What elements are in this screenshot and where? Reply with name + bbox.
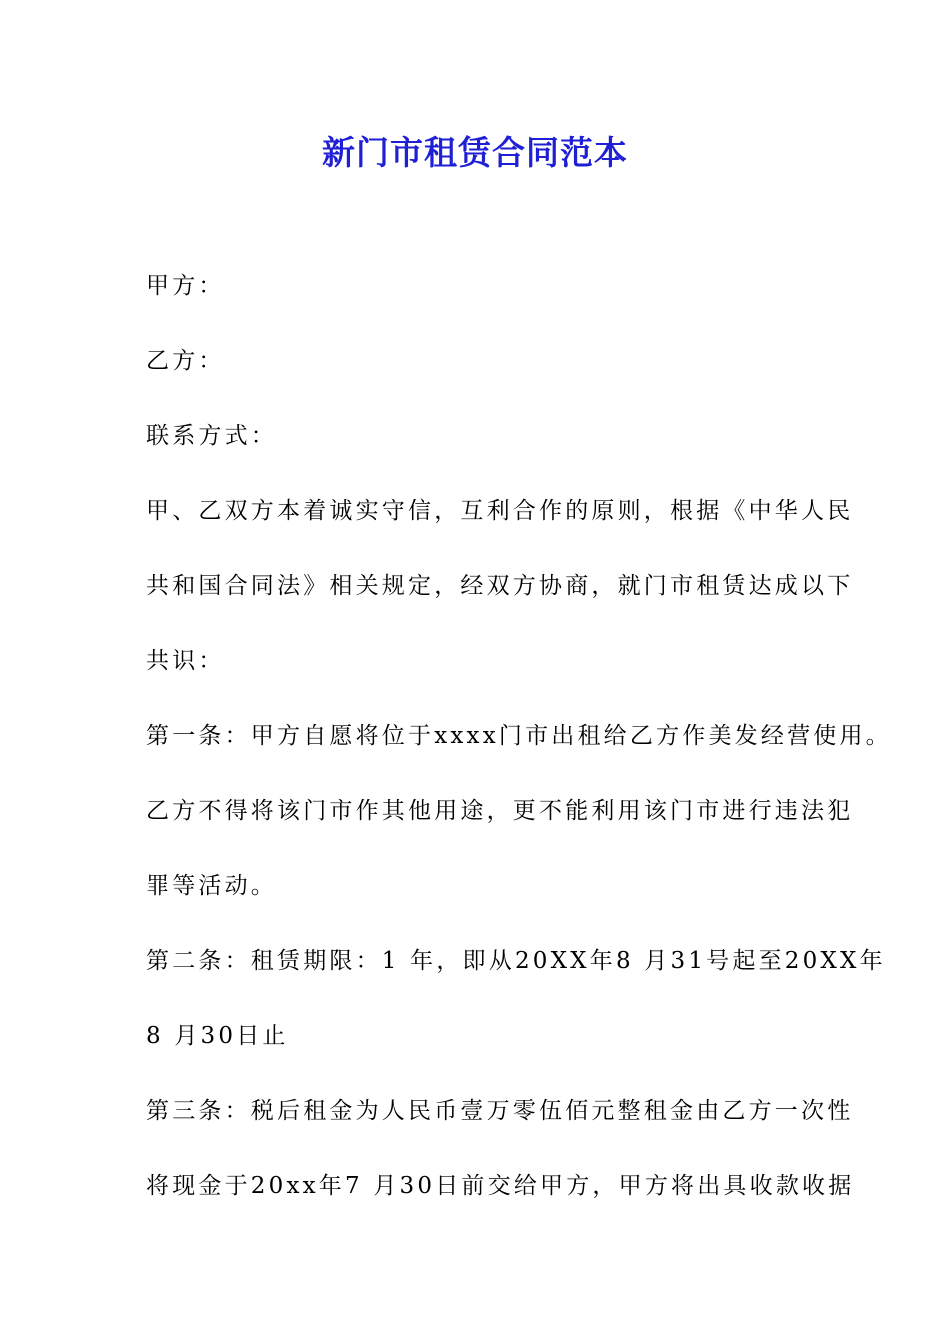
- article-1-line-3: 罪等活动。: [146, 873, 277, 899]
- article-1-line-1: 第一条：甲方自愿将位于xxxx门市出租给乙方作美发经营使用。: [146, 723, 892, 749]
- document-title: 新门市租赁合同范本: [322, 133, 628, 172]
- article-3-line-2: 将现金于20xx年7 月30日前交给甲方，甲方将出具收款收据: [146, 1173, 855, 1199]
- article-2-line-1: 第二条：租赁期限：1 年，即从20XX年8 月31号起至20XX年: [146, 948, 886, 974]
- preamble-line-2: 共和国合同法》相关规定，经双方协商，就门市租赁达成以下: [146, 573, 854, 599]
- contact-line: 联系方式：: [146, 423, 277, 449]
- preamble-line-3: 共识：: [146, 648, 225, 674]
- article-2-line-2: 8 月30日止: [146, 1023, 289, 1049]
- article-1-line-2: 乙方不得将该门市作其他用途，更不能利用该门市进行违法犯: [146, 798, 854, 824]
- party-a-line: 甲方：: [146, 273, 225, 299]
- party-b-line: 乙方：: [146, 348, 225, 374]
- article-3-line-1: 第三条：税后租金为人民币壹万零伍佰元整租金由乙方一次性: [146, 1098, 854, 1124]
- preamble-line-1: 甲、乙双方本着诚实守信，互利合作的原则，根据《中华人民: [146, 498, 854, 524]
